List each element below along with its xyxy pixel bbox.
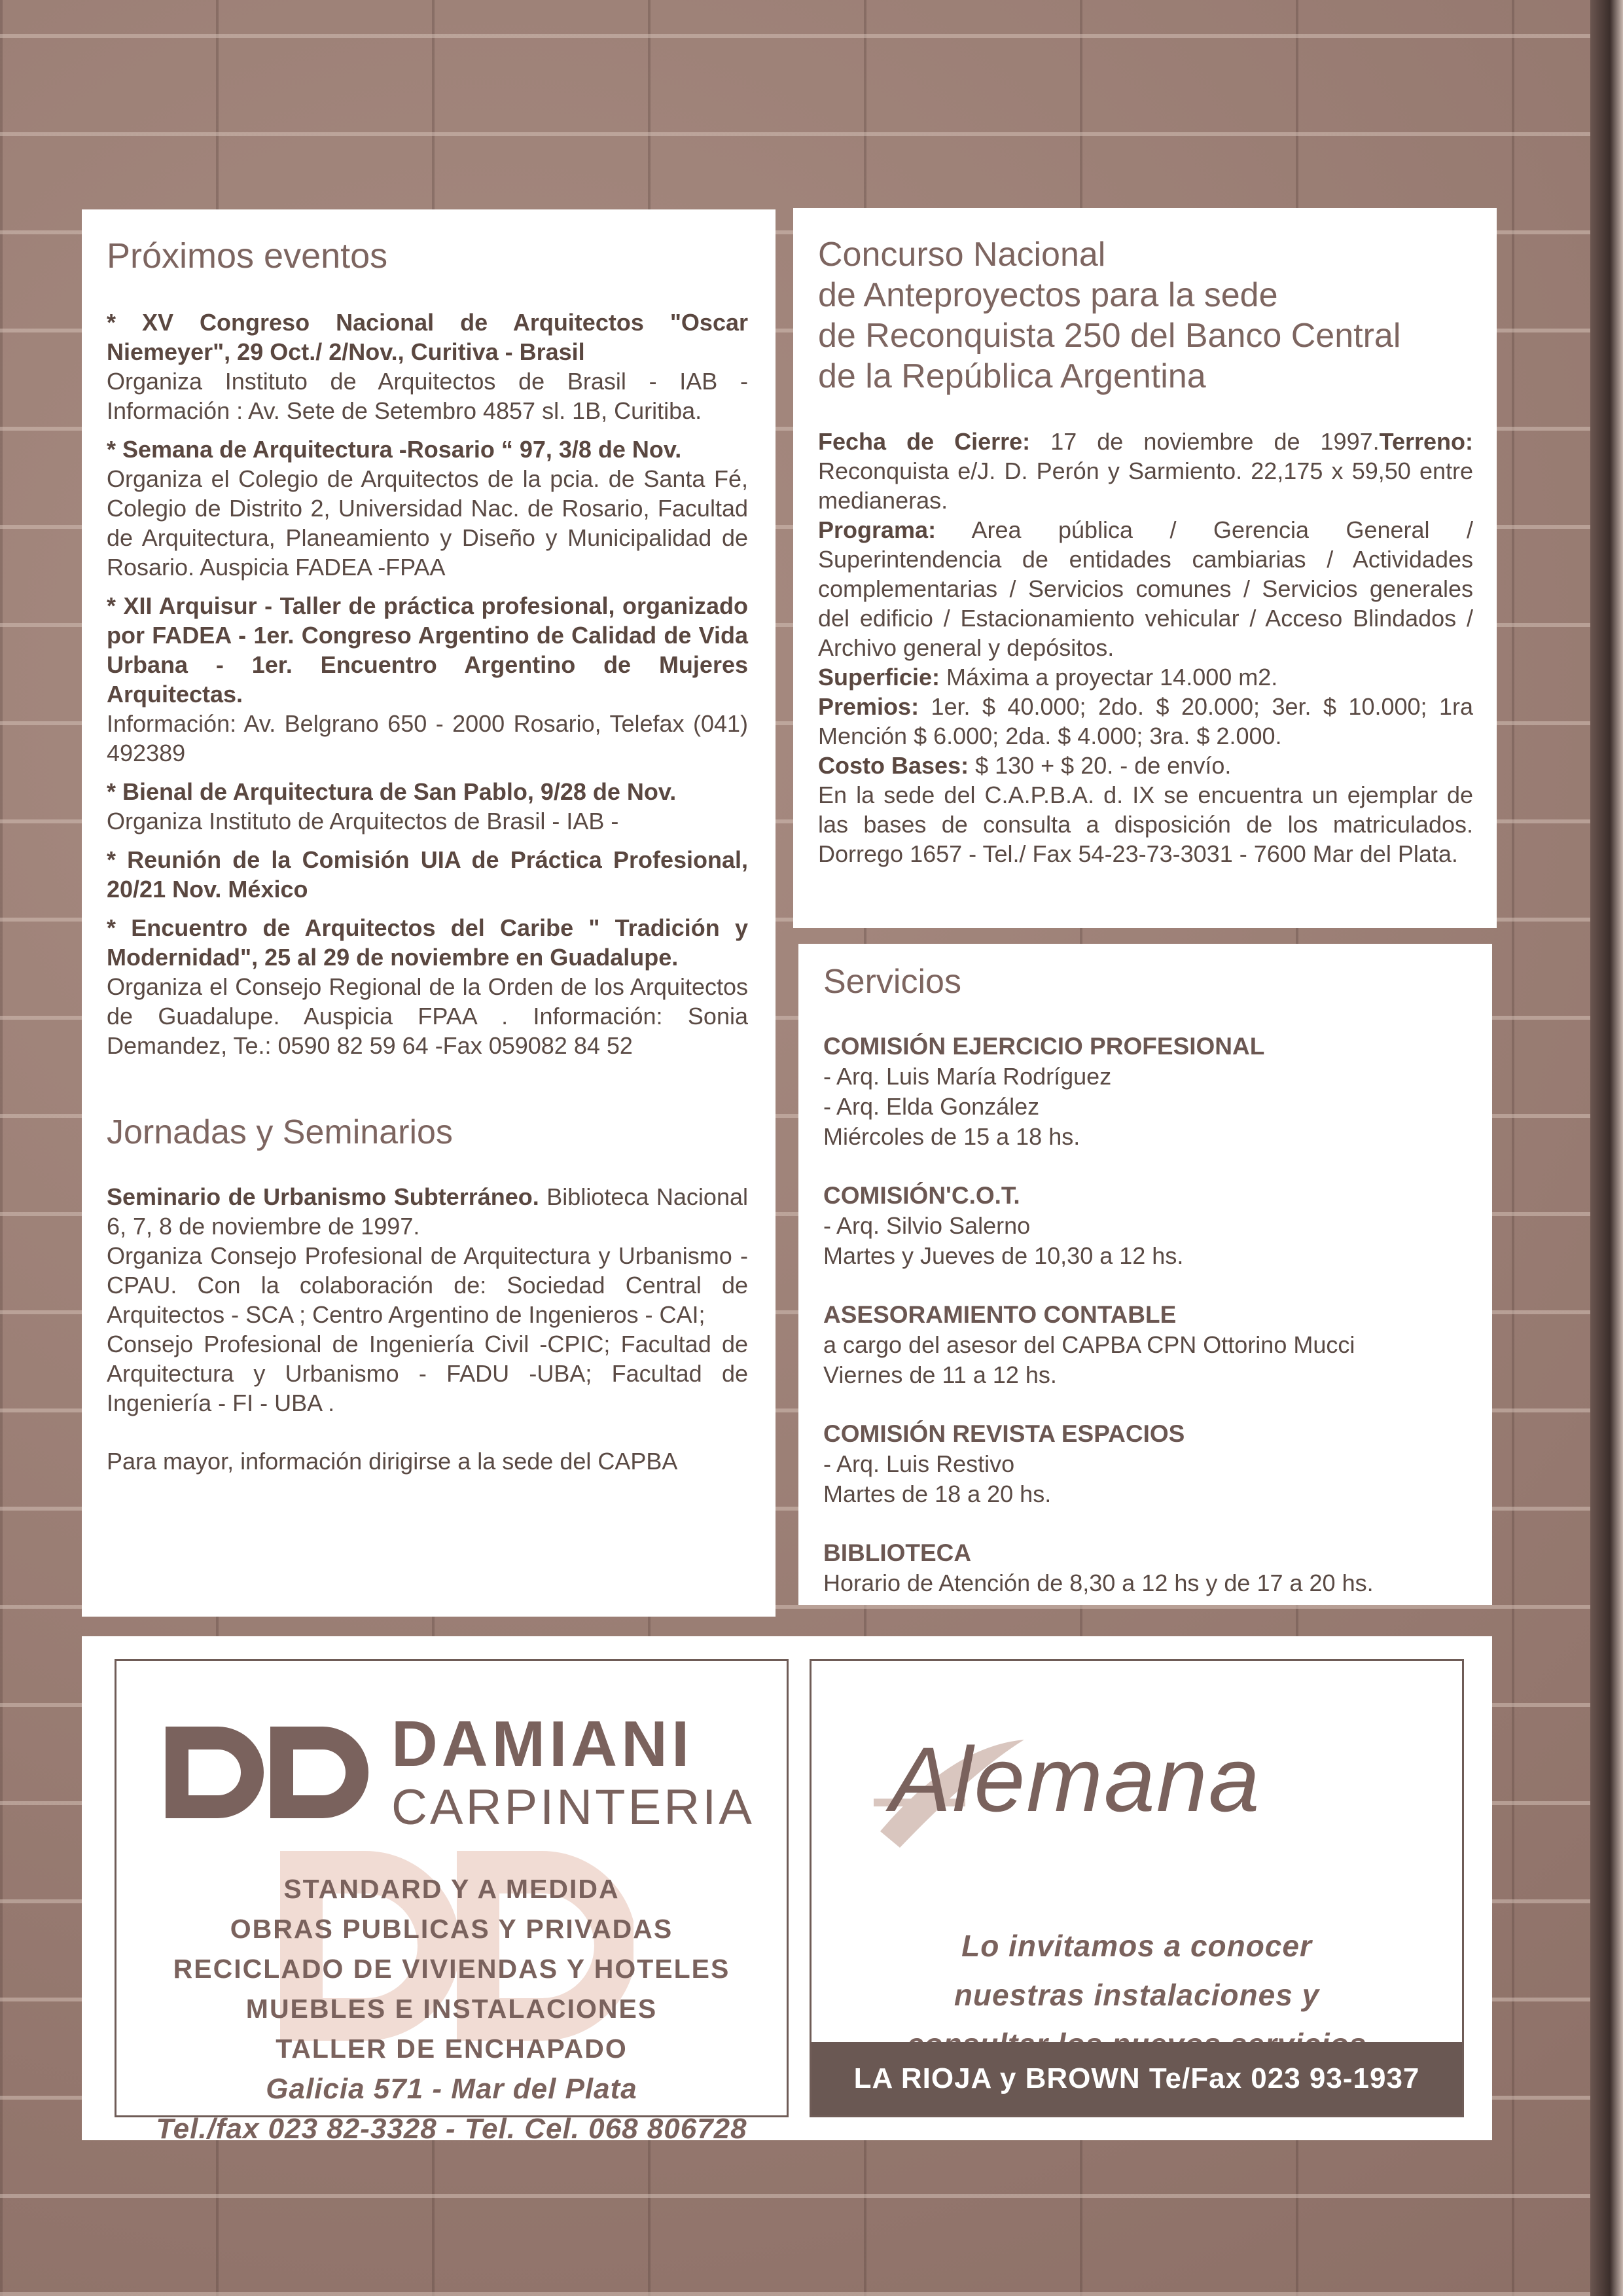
premios-label: Premios: xyxy=(818,693,919,720)
event-body: Organiza Instituto de Arquitectos de Brasil - IAB - xyxy=(107,808,619,834)
event-body: Organiza el Colegio de Arquitectos de la pcia. de Santa Fé, Colegio de Distrito 2, Universidad Nac. de Rosario, Facultad de Arquitectura, Planeamiento y Diseño y Municipalidad de Rosario. Auspicia FADEA -FPAA xyxy=(107,465,748,581)
alemana-line: nuestras instalaciones y xyxy=(954,1978,1320,2012)
service-head: ASESORAMIENTO CONTABLE xyxy=(823,1301,1177,1328)
service-head: COMISIÓN EJERCICIO PROFESIONAL xyxy=(823,1033,1265,1060)
service-block xyxy=(823,1181,1469,1271)
alemana-line: Lo invitamos a conocer xyxy=(961,1929,1312,1963)
alemana-contact-bar: LA RIOJA y BROWN Te/Fax 023 93-1937 xyxy=(812,2042,1462,2115)
event-head: * XV Congreso Nacional de Arquitectos "Oscar Niemeyer", 29 Oct./ 2/Nov., Curitiva - Brasil xyxy=(107,309,748,365)
contest-title xyxy=(818,234,1473,397)
seminar-body: Biblioteca Nacional 6, 7, 8 de noviembre de 1997. xyxy=(107,1183,748,1240)
damiani-line: OBRAS PUBLICAS Y PRIVADAS xyxy=(230,1914,673,1944)
service-line: - Arq. Luis Restivo xyxy=(823,1450,1015,1477)
event-head: * Semana de Arquitectura -Rosario “ 97, 3/8 de Nov. xyxy=(107,436,682,463)
damiani-subtitle: CARPINTERIA xyxy=(391,1780,755,1835)
service-head: COMISIÓN'C.O.T. xyxy=(823,1182,1020,1209)
service-block xyxy=(823,1300,1469,1390)
contest-panel xyxy=(793,208,1497,928)
events-list xyxy=(107,308,748,1060)
service-block xyxy=(823,1031,1469,1152)
damiani-line: RECICLADO DE VIVIENDAS Y HOTELES xyxy=(173,1954,730,1984)
seminar-org: Organiza Consejo Profesional de Arquitectura y Urbanismo - CPAU. Con la colaboración de: Sociedad Central de Arquitectos - SCA ; Centro Argentino de Ingenieros - CAI; xyxy=(107,1242,748,1328)
programa-value: Area pública / Gerencia General / Superintendencia de entidades cambiarias / Actividades complementarias / Servicios comunes / Servicios generales del edificio / Estacionamiento vehicular / Acceso Blindados / Archivo general y depósitos. xyxy=(818,516,1473,661)
contest-title-line: de la República Argentina xyxy=(818,357,1206,395)
terreno-value: Reconquista e/J. D. Perón y Sarmiento. 22,175 x 59,50 entre medianeras. xyxy=(818,457,1473,514)
costo-value: $ 130 + $ 20. - de envío. xyxy=(969,752,1232,779)
service-line: Miércoles de 15 a 18 hs. xyxy=(823,1123,1080,1150)
damiani-line: MUEBLES E INSTALACIONES xyxy=(245,1994,658,2024)
service-head: BIBLIOTECA xyxy=(823,1539,972,1566)
events-panel xyxy=(82,209,776,1617)
damiani-line: TALLER DE ENCHAPADO xyxy=(276,2034,628,2064)
service-head: COMISIÓN REVISTA ESPACIOS xyxy=(823,1420,1185,1447)
damiani-line: STANDARD Y A MEDIDA xyxy=(283,1874,620,1904)
event-body: Información: Av. Belgrano 650 - 2000 Rosario, Telefax (041) 492389 xyxy=(107,710,748,766)
service-line: - Arq. Silvio Salerno xyxy=(823,1212,1031,1239)
alemana-name: Alemana xyxy=(890,1728,1261,1831)
service-line: - Arq. Elda González xyxy=(823,1093,1040,1120)
event-item xyxy=(107,308,748,425)
event-item xyxy=(107,777,748,836)
contest-title-line: Concurso Nacional xyxy=(818,236,1106,274)
damiani-services xyxy=(116,1869,787,2149)
damiani-phone: Tel./fax 023 82-3328 - Tel. Cel. 068 806728 xyxy=(156,2113,747,2145)
services-panel xyxy=(798,944,1492,1605)
alemana-ad xyxy=(810,1659,1464,2117)
event-item xyxy=(107,845,748,904)
service-line: Horario de Atención de 8,30 a 12 hs y de 17 a 20 hs. xyxy=(823,1570,1374,1596)
terreno-label: Terreno: xyxy=(1379,428,1473,455)
event-head: * Encuentro de Arquitectos del Caribe " Tradición y Modernidad", 25 al 29 de noviembre en Guadalupe. xyxy=(107,914,748,971)
page-spine-edge xyxy=(1590,0,1623,2296)
costo-label: Costo Bases: xyxy=(818,752,969,779)
seminar-text xyxy=(107,1182,748,1418)
event-body: Organiza el Consejo Regional de la Orden de los Arquitectos de Guadalupe. Auspicia FPAA . Información: Sonia Demandez, Te.: 0590 82 59 64 -Fax 059082 84 52 xyxy=(107,973,748,1059)
services-title: Servicios xyxy=(823,963,961,1001)
seminar-org2: Consejo Profesional de Ingeniería Civil -CPIC; Facultad de Arquitectura y Urbanismo - FADU -UBA; Facultad de Ingeniería - FI - UBA . xyxy=(107,1331,748,1416)
event-body: Organiza Instituto de Arquitectos de Brasil - IAB - Información : Av. Sete de Setembro 4857 sl. 1B, Curitiba. xyxy=(107,368,748,424)
service-line: Martes y Jueves de 10,30 a 12 hs. xyxy=(823,1242,1184,1269)
service-block xyxy=(823,1419,1469,1509)
contest-title-line: de Reconquista 250 del Banco Central xyxy=(818,317,1401,355)
jornadas-footer: Para mayor, información dirigirse a la sede del CAPBA xyxy=(107,1448,678,1475)
damiani-name: DAMIANI xyxy=(391,1708,694,1780)
event-item xyxy=(107,913,748,1060)
fecha-value: 17 de noviembre de 1997. xyxy=(1030,428,1380,455)
fecha-label: Fecha de Cierre: xyxy=(818,428,1031,455)
service-line: Viernes de 11 a 12 hs. xyxy=(823,1361,1057,1388)
damiani-address: Galicia 571 - Mar del Plata xyxy=(266,2073,637,2105)
sede-text: En la sede del C.A.P.B.A. d. IX se encuentra un ejemplar de las bases de consulta a disposición de los matriculados. Dorrego 1657 - Tel./ Fax 54-23-73-3031 - 7600 Mar del Plata. xyxy=(818,781,1473,867)
ads-panel xyxy=(82,1636,1492,2145)
damiani-ad xyxy=(115,1659,789,2145)
contest-title-line: de Anteproyectos para la sede xyxy=(818,276,1278,314)
service-line: - Arq. Luis María Rodríguez xyxy=(823,1063,1112,1090)
event-item xyxy=(107,435,748,582)
event-head: * Reunión de la Comisión UIA de Práctica Profesional, 20/21 Nov. México xyxy=(107,846,748,903)
contest-details xyxy=(818,427,1473,869)
superficie-label: Superficie: xyxy=(818,664,940,691)
damiani-dd-logo-icon xyxy=(152,1713,375,1831)
service-line: a cargo del asesor del CAPBA CPN Ottorino Mucci xyxy=(823,1331,1355,1358)
event-head: * XII Arquisur - Taller de práctica profesional, organizado por FADEA - 1er. Congreso Argentino de Calidad de Vida Urbana - 1er. Encuentro Argentino de Mujeres Arquitectas. xyxy=(107,592,748,708)
seminar-head: Seminario de Urbanismo Subterráneo. xyxy=(107,1183,539,1210)
jornadas-title: Jornadas y Seminarios xyxy=(107,1113,453,1151)
service-line: Martes de 18 a 20 hs. xyxy=(823,1480,1052,1507)
event-head: * Bienal de Arquitectura de San Pablo, 9/28 de Nov. xyxy=(107,778,677,805)
service-block xyxy=(823,1538,1469,1598)
event-item xyxy=(107,591,748,768)
premios-value: 1er. $ 40.000; 2do. $ 20.000; 3er. $ 10.000; 1ra Mención $ 6.000; 2da. $ 4.000; 3ra. $ 2.000. xyxy=(818,693,1473,749)
events-title: Próximos eventos xyxy=(107,236,388,276)
programa-label: Programa: xyxy=(818,516,936,543)
superficie-value: Máxima a proyectar 14.000 m2. xyxy=(940,664,1278,691)
